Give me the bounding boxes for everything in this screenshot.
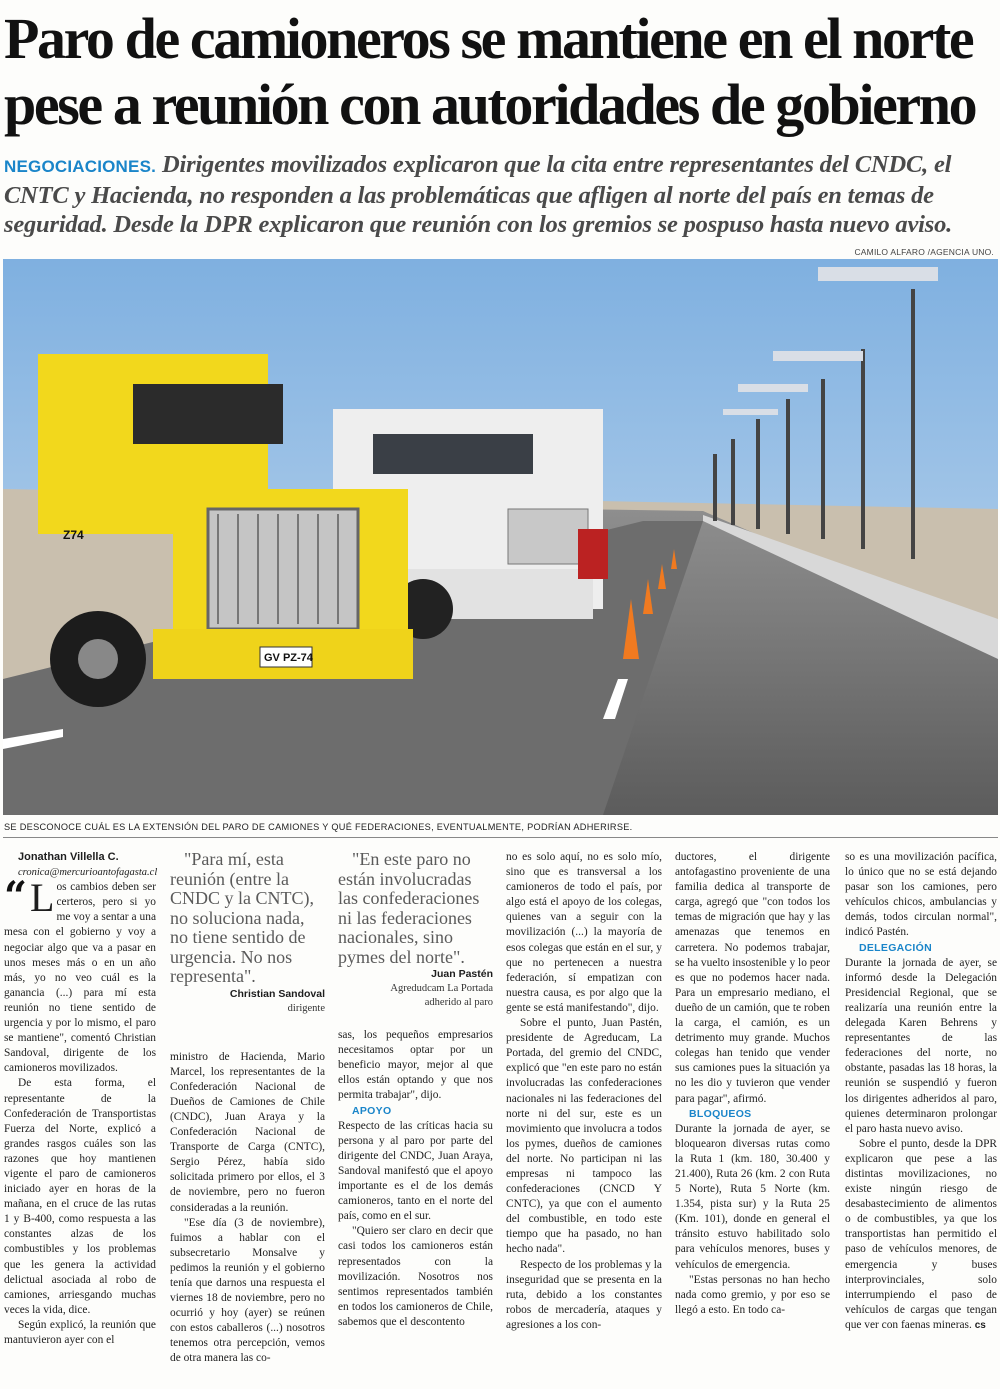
subhead-delegacion: DELEGACIÓN (859, 941, 933, 954)
lead-paragraph (4, 150, 994, 239)
col3-paragraph-1: sas, los pequeños empresarios necesitamos optar por un beneficio mayor, mejor al que ellos están optando y que nos permita trabajar", dijo. (338, 1029, 493, 1102)
end-mark-icon: cs (974, 1319, 986, 1331)
col1-paragraph-3: Según explicó, la reunión que mantuvieron ayer con el (4, 1318, 156, 1346)
column-4 (506, 850, 662, 1333)
pull-quote-2-name: Juan Pastén (431, 968, 493, 980)
col2-paragraph-1: ministro de Hacienda, Mario Marcel, los representantes de la Confederación Nacional de Dueños de Camiones de Chile (CNDC), Juan Araya y la Confederación Nacional de Transporte de Carga (CNTC), Sergio Pérez, había sido solicitada primero por ellos, el 3 de noviembre, pero no fueron consideradas a la reunión. (170, 1050, 325, 1214)
col1-paragraph-2: De esta forma, el representante de la Confederación de Transportistas Fuerza del Norte, explicó a grandes rasgos cuáles son las razones que hoy mantienen vigente el paro de camioneros iniciado ayer en horas de la mañana, en el cruce de las rutas 1 y B-400, como respuesta a las constantes alzas de los combustibles y los problemas que les genera la actividad delictual asociada al robo de camiones, arriesgando muchas veces la vida, dice. (4, 1077, 156, 1316)
lead-kicker: NEGOCIACIONES. (4, 157, 157, 176)
news-photo (3, 259, 998, 815)
pull-quote-1-name: Christian Sandoval (229, 987, 325, 1000)
col5-paragraph-1: ductores, el dirigente antofagastino proveniente de una familia dedica al transporte de carga, agregó que "con todos los temas de migración que hay y las amenazas que tenemos en carretera. No podemos trabajar, se ha vuelto insostenible y lo peor es que no podemos hacer nada. Para un empresario mediano, el dueño de un camión, que te roben la carga, el camión, es un detrimento muy grande. Muchos colegas han tenido que vender sus camiones pues la situación ya no les dio y tuvieron que vender para pagar", afirmó. (675, 851, 831, 1105)
caption-divider (3, 837, 998, 838)
pull-quote-1: "Para mí, esta reunión (entre la CNDC y la CNTC), no soluciona nada, no tiene sentido de urgencia. No nos representa". (170, 849, 314, 986)
column-2 (170, 850, 325, 1367)
col6-paragraph-1: so es una movilización pacífica, lo único que no se está dejando pasar son los camiones, pero vehículos chicos, ambulancias y demás, todos circulan normal", indicó Pastén. (845, 851, 997, 939)
col3-paragraph-3: "Quiero ser claro en decir que casi todos los camioneros están representados con la movilización. Nosotros nos sentimos representados también en todos los camioneros de Chile, sabemos que el descontento (338, 1225, 493, 1328)
column-3 (338, 850, 493, 1330)
col3-paragraph-2: Respecto de las críticas hacia su persona y al paro por parte del dirigente del CNDC, Juan Araya, Sandoval manifestó que el apoyo importante es el de los demás camioneros, tanto en el norte del país, como en el sur. (338, 1119, 493, 1223)
drop-cap: L (30, 875, 55, 921)
byline-email: cronica@mercurioantofagasta.cl (18, 867, 158, 879)
headline-line-1: Paro de camioneros se mantiene en el norte (4, 6, 973, 71)
truck-number: Z74 (63, 528, 84, 542)
column-5 (675, 850, 830, 1318)
subhead-apoyo: APOYO (352, 1104, 392, 1117)
pull-quote-1-role: dirigente (287, 1002, 325, 1014)
headline (4, 6, 996, 138)
col2-paragraph-2: "Ese día (3 de noviembre), fuimos a hablar con el subsecretario Monsalve y pedimos la reunión y el gobierno tenía que darnos una respuesta el viernes 18 de noviembre, pero no ocurrió y hoy (ayer) se reúnen con estos caballeros (...) nosotros tenemos otra percepción, vemos de otra manera las co- (170, 1216, 325, 1365)
col5-paragraph-3: "Estas personas no han hecho nada como gremio, y por eso se llegó a esto. En todo ca- (675, 1273, 830, 1316)
column-6 (845, 850, 997, 1333)
col4-paragraph-2: Sobre el punto, Juan Pastén, presidente de Agreducam, La Portada, del gremio del CNDC, explicó que "en este paro no están involucradas las confederaciones nacionales ni las federaciones del norte ni del sur, este es un movimiento que involucra a todos los pymes, dueños de camiones del norte. No participan ni las empresas ni tampoco las confederaciones (CNCD Y CNTC), ya que con el aumento del combustible, en todo este tiempo que ha pasado, no han hecho nada". (506, 1017, 662, 1256)
license-plate: GV PZ-74 (264, 652, 313, 664)
col1-paragraph-1: “ L os cambios deben ser certeros, pero si yo me voy a sentar a una mesa con el gobierno y voy a negociar algo que va a pasar en unos meses más o en un año más, yo no veo cuál es la ganancia (...) para mí esta reunión no tiene sentido de urgencia y por lo mismo, el paro se mantiene", comentó Christian Sandoval, dirigente de los camioneros movilizados. (4, 873, 156, 1075)
col6-paragraph-2: Durante la jornada de ayer, se informó desde la Delegación Presidencial Regional, que se realizaría una reunión entre la delegada Karen Behrens y representantes de las federaciones del norte, no obstante, pasadas las 18 horas, la reunión se suspendió y fueron los dirigentes adheridos al paro, quienes determinaron prolongar el paro hasta nuevo aviso. (845, 956, 997, 1135)
pull-quote-2-role: Agredudcam La Portada adherido al paro (390, 983, 493, 1009)
subhead-bloqueos: BLOQUEOS (689, 1107, 752, 1120)
col6-paragraph-3: Sobre el punto, desde la DPR explicaron que pese a las distintas movilizaciones, no existe ningún riesgo de desabastecimiento de alimentos o de combustibles, ya que los transportistas han permitido el paso de vehículos menores, de emergencia y buses interprovinciales, solo interrumpiendo el paso de vehículos de cargas que tengan que ver con faenas mineras. cs (845, 1137, 997, 1331)
col4-paragraph-1: no es solo aquí, no es solo mío, sino que es transversal a los camioneros de todo el país, por algo está el apoyo de los colegas, quienes van a seguir con la movilización (...) la mayoría de esos colegas que están en el sur, y que no pertenecen a nuestra federación, sí empatizan con nuestra causa, es por algo que la gente se está manifestando", dijo. (506, 851, 662, 1014)
byline-author: Jonathan Villella C. (18, 851, 119, 863)
lead-text: Dirigentes movilizados explicaron que la cita entre representantes del CNDC, el CNTC y Hacienda, no responden a las problemáticas que afligen al norte del país en temas de seguridad. Desde la DPR explicaron que reunión con los gremios se pospuso hasta nuevo aviso. (4, 151, 953, 238)
col5-paragraph-2: Durante la jornada de ayer, se bloquearon diversas rutas como la Ruta 1 (km. 180, 30.400 y 21.400), Ruta 26 (km. 2 con Ruta 5 Norte), Ruta 5 Norte (km. 1.354, pista sur) y la Ruta 25 (Km. 101), donde en general el tránsito estuvo habilitado solo para vehículos menores, buses y vehículos de emergencia. (675, 1122, 830, 1271)
truck-strike-photo (3, 259, 998, 815)
column-1 (4, 850, 156, 1348)
photo-caption: SE DESCONOCE CUÁL ES LA EXTENSIÓN DEL PARO DE CAMIONES Y QUÉ FEDERACIONES, EVENTUALMENTE, PODRÍAN ADHERIRSE. (4, 822, 633, 832)
pull-quote-2: "En este paro no están involucradas las confederaciones ni las federaciones nacionales, sino pymes del norte". (338, 849, 480, 967)
col4-paragraph-3: Respecto de los problemas y la inseguridad que se presenta en la ruta, debido a los constantes robos de mercadería, ataques y agresiones a los con- (506, 1258, 662, 1331)
headline-line-2: pese a reunión con autoridades de gobierno (4, 72, 976, 137)
photo-credit: CAMILO ALFARO /AGENCIA UNO. (854, 247, 994, 257)
open-quote-icon: “ (4, 873, 28, 921)
